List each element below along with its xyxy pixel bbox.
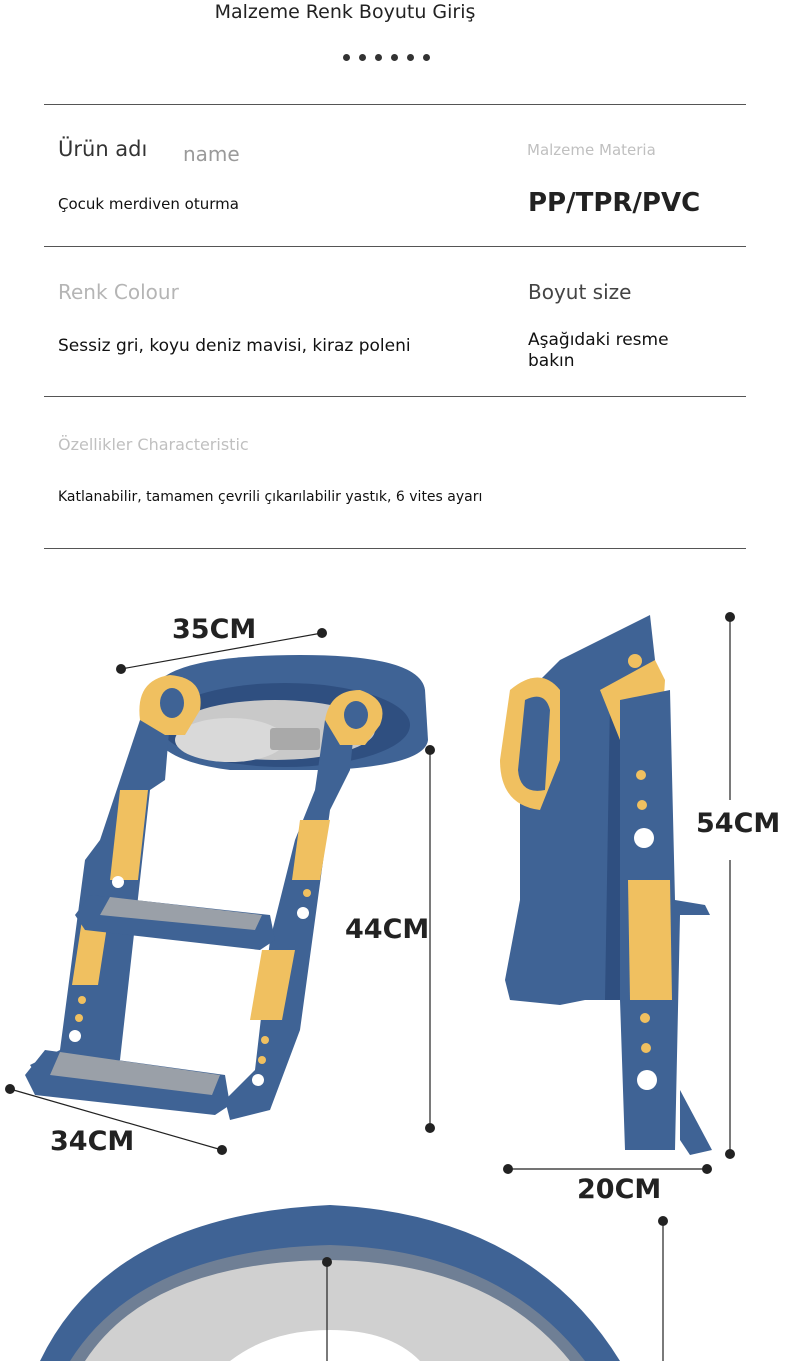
size-value-line1: Aşağıdaki resme (528, 330, 669, 350)
dimension-side-height: 54CM (696, 808, 781, 839)
name-label: Ürün adı (58, 137, 148, 161)
page-title: Malzeme Renk Boyutu Giriş (214, 1, 476, 23)
name-value: Çocuk merdiven oturma (58, 195, 239, 213)
size-label: Boyut size (528, 280, 632, 304)
ladder-side-view (500, 615, 712, 1155)
dimension-front-height: 44CM (345, 914, 430, 945)
ladder-front-view (25, 655, 428, 1120)
features-label: Özellikler Characteristic (58, 435, 249, 454)
dimension-side-depth: 20CM (577, 1174, 662, 1205)
material-value: PP/TPR/PVC (528, 188, 701, 218)
name-label-en: name (183, 142, 240, 166)
seat-closeup (40, 1205, 620, 1361)
material-label: Malzeme Materia (527, 141, 656, 159)
features-value: Katlanabilir, tamamen çevrili çıkarılabilir yastık, 6 vites ayarı (58, 489, 483, 505)
colour-label: Renk Colour (58, 280, 179, 304)
size-value-line2: bakın (528, 351, 575, 371)
dimension-bottom-width: 34CM (50, 1126, 135, 1157)
colour-value: Sessiz gri, koyu deniz mavisi, kiraz poleni (58, 336, 411, 356)
dimension-top-width: 35CM (172, 614, 257, 645)
